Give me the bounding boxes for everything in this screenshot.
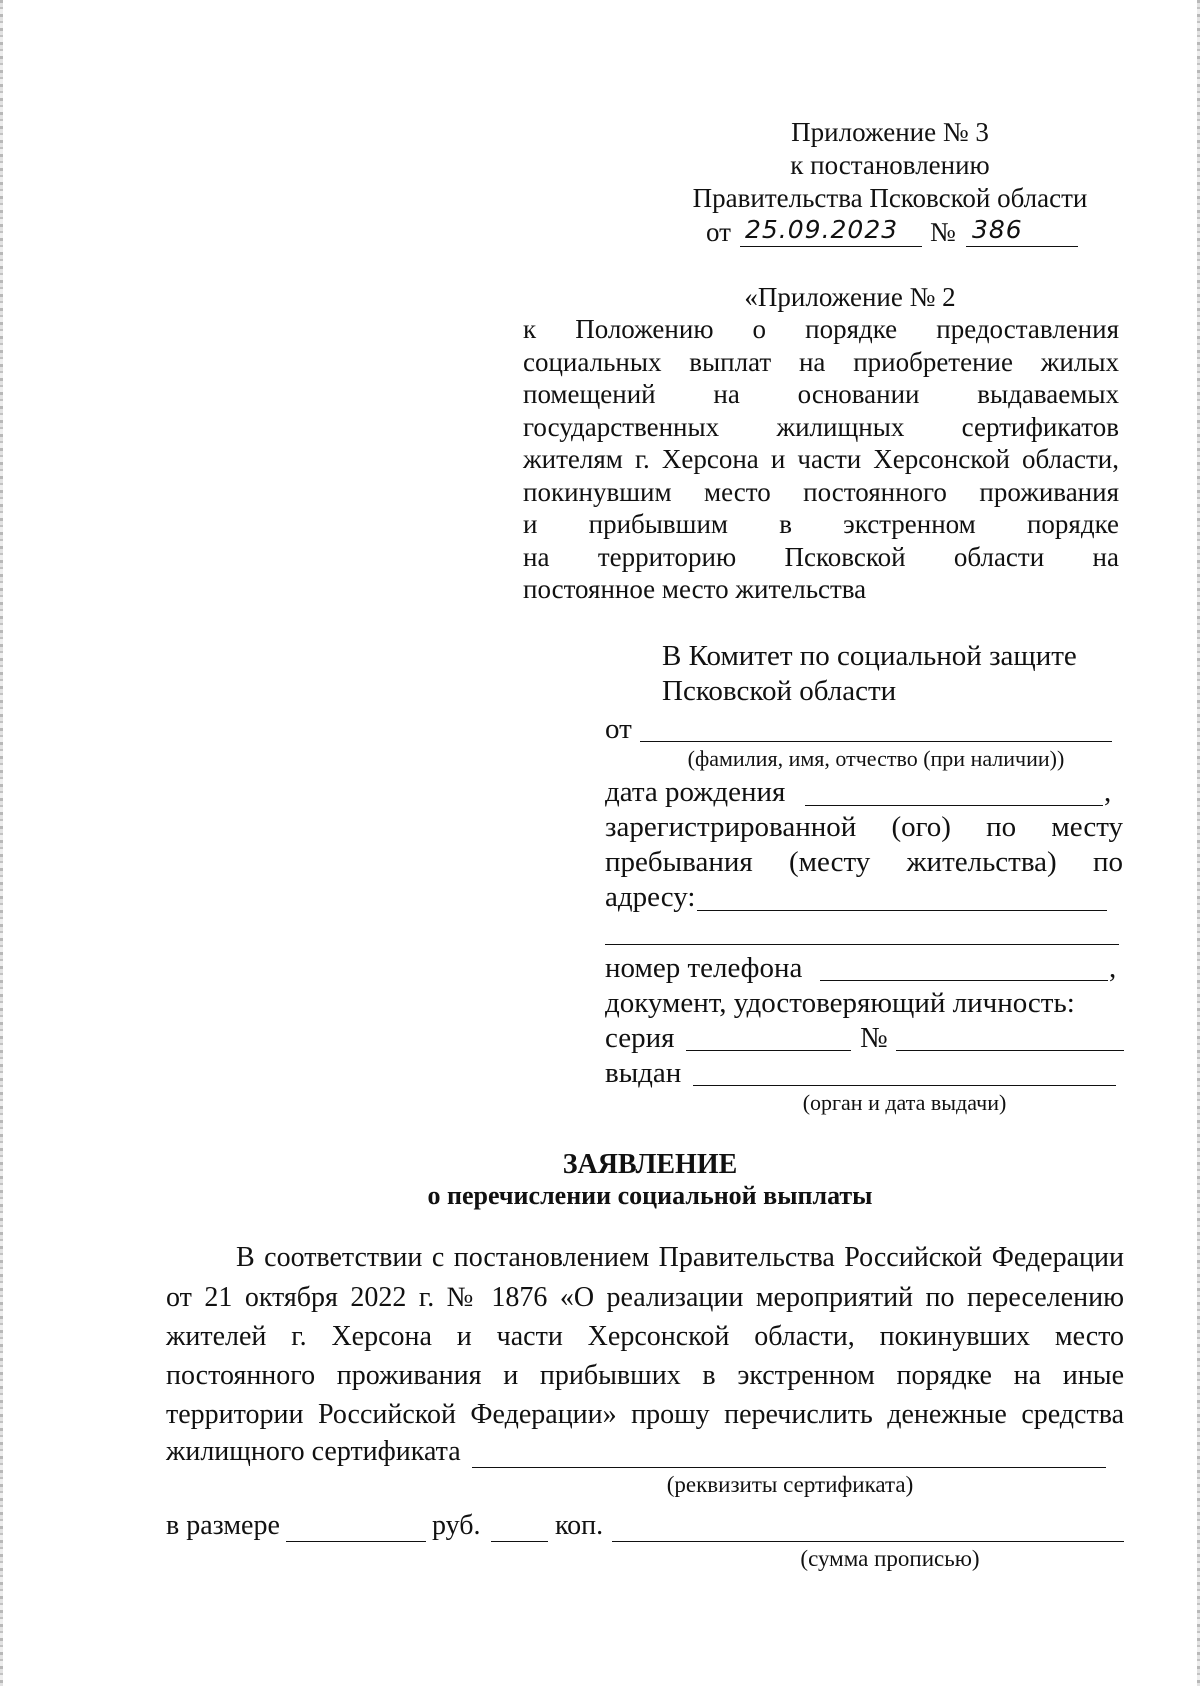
address-field-line-1[interactable] <box>697 910 1107 911</box>
amount-label: в размере <box>166 1510 280 1541</box>
certificate-details-field-line[interactable] <box>472 1467 1106 1468</box>
kop-field-line[interactable] <box>491 1541 548 1542</box>
fio-field-line[interactable] <box>640 741 1112 742</box>
statement-title: ЗАЯВЛЕНИЕ <box>562 1149 738 1180</box>
series-label: серия <box>605 1022 675 1054</box>
appendix-2-title: «Приложение № 2 <box>744 282 956 312</box>
amount-words-field-line[interactable] <box>612 1541 1124 1542</box>
issued-field-line[interactable] <box>693 1085 1116 1086</box>
doc-number-label: № <box>860 1022 888 1054</box>
appendix-2-line-5: жителям г. Херсона и части Херсонской области, <box>523 444 1119 474</box>
appendix-2-line-2: социальных выплат на приобретение жилых <box>523 347 1119 377</box>
certificate-label: жилищного сертификата <box>166 1436 461 1467</box>
appendix-2-line-9: постоянное место жительства <box>523 574 867 604</box>
series-field-line[interactable] <box>686 1050 851 1051</box>
date-underline <box>740 246 922 247</box>
fio-caption: (фамилия, имя, отчество (при наличии)) <box>687 746 1065 771</box>
addressee-region: Псковской области <box>662 675 897 707</box>
amount-words-caption: (сумма прописью) <box>800 1546 980 1571</box>
number-underline <box>966 246 1078 247</box>
statement-body-line-4: постоянного проживания и прибывших в экстренном порядке на иные <box>166 1360 1124 1391</box>
scan-edge-left <box>0 0 3 1686</box>
statement-body-line-2: от 21 октября 2022 г. № 1876 «О реализации мероприятий по переселению <box>166 1282 1124 1313</box>
appendix-2-line-6: покинувшим место постоянного проживания <box>523 477 1119 507</box>
address-field-line-2[interactable] <box>605 944 1119 945</box>
id-document-label: документ, удостоверяющий личность: <box>605 987 1075 1019</box>
rub-field-line[interactable] <box>286 1541 426 1542</box>
appendix-3-label: Приложение № 3 <box>791 117 989 147</box>
appendix-2-line-1: к Положению о порядке предоставления <box>523 314 1119 344</box>
appendix-2-line-3: помещений на основании выдаваемых <box>523 379 1119 409</box>
birth-date-comma: , <box>1104 776 1112 808</box>
appendix-2-line-4: государственных жилищных сертификатов <box>523 412 1119 442</box>
phone-label: номер телефона <box>605 952 803 984</box>
to-resolution-label: к постановлению <box>790 150 990 180</box>
birth-date-field-line[interactable] <box>805 805 1103 806</box>
kop-label: коп. <box>555 1510 604 1541</box>
appendix-2-line-7: и прибывшим в экстренном порядке <box>523 509 1119 539</box>
issued-label: выдан <box>605 1057 682 1089</box>
issued-caption: (орган и дата выдачи) <box>802 1090 1007 1115</box>
rub-label: руб. <box>432 1510 481 1541</box>
from-label: от <box>605 713 632 745</box>
addressee-committee: В Комитет по социальной защите <box>662 640 1077 672</box>
government-label: Правительства Псковской области <box>692 183 1088 213</box>
phone-field-line[interactable] <box>820 980 1108 981</box>
birth-date-label: дата рождения <box>605 776 786 808</box>
address-label: адресу: <box>605 881 696 913</box>
statement-subtitle: о перечислении социальной выплаты <box>427 1181 873 1210</box>
date-value: 25.09.2023 <box>745 215 899 244</box>
certificate-details-caption: (реквизиты сертификата) <box>666 1472 914 1497</box>
number-sign: № <box>930 217 956 247</box>
date-prefix: от <box>706 217 731 247</box>
number-value: 386 <box>972 215 1023 244</box>
statement-body-line-1: В соответствии с постановлением Правительства Российской Федерации <box>236 1242 1124 1273</box>
phone-comma: , <box>1109 952 1117 984</box>
appendix-2-line-8: на территорию Псковской области на <box>523 542 1119 572</box>
statement-body-line-3: жителей г. Херсона и части Херсонской области, покинувших место <box>166 1321 1124 1352</box>
registered-line-1: зарегистрированной (ого) по месту <box>605 811 1123 843</box>
statement-body-line-5: территории Российской Федерации» прошу перечислить денежные средства <box>166 1399 1124 1430</box>
registered-line-2: пребывания (месту жительства) по <box>605 846 1123 878</box>
doc-number-field-line[interactable] <box>896 1050 1124 1051</box>
